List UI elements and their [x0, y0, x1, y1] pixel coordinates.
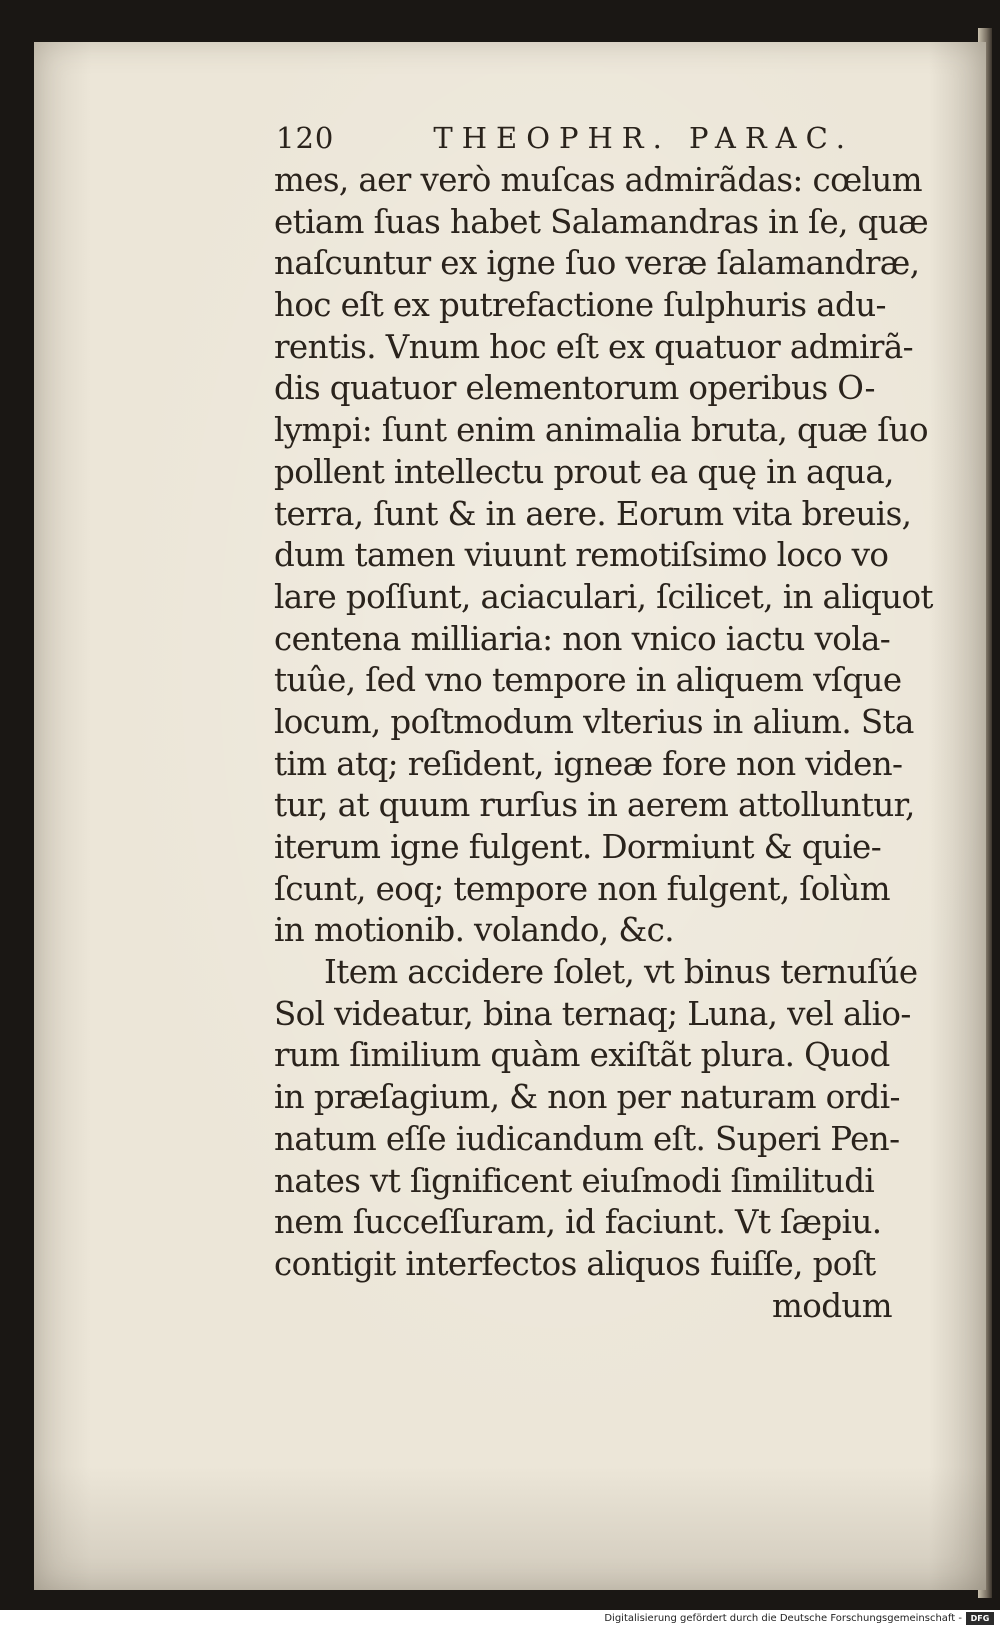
- text-line: dum tamen viuunt remotiſsimo loco vo: [274, 536, 889, 575]
- text-line: nates vt ſignificent eiuſmodi ſimilitudi: [274, 1161, 875, 1200]
- page-number: 120: [276, 121, 335, 155]
- dfg-logo: DFG: [966, 1612, 994, 1625]
- text-line: mes, aer verò muſcas admirãdas: cœlum: [274, 161, 922, 199]
- text-line: Sol videatur, bina ternaq; Luna, vel alio-: [274, 994, 911, 1033]
- text-line: dis quatuor elementorum operibus O-: [274, 369, 875, 408]
- text-line: tur, at quum rurſus in aerem attolluntur,: [274, 786, 915, 825]
- text-line: etiam ſuas habet Salamandras in ſe, quæ: [274, 202, 929, 241]
- text-line: nem ſucceſſuram, id faciunt. Vt ſæpiu.: [274, 1203, 882, 1242]
- running-title: THEOPHR. PARAC.: [433, 121, 854, 155]
- text-line: in præſagium, & non per naturam ordi-: [274, 1078, 900, 1117]
- text-line: naſcuntur ex igne ſuo veræ ſalamandræ,: [274, 244, 920, 283]
- text-line: pollent intellectu prout ea quę in aqua,: [274, 452, 894, 491]
- text-line: in motionib. volando, &c.: [274, 911, 674, 950]
- text-block: [242, 118, 942, 1327]
- text-line: rum ſimilium quàm exiſtãt plura. Quod: [274, 1036, 890, 1075]
- text-line: centena milliaria: non vnico iactu vola-: [274, 619, 891, 658]
- text-line: iterum igne fulgent. Dormiunt & quie-: [274, 828, 882, 866]
- text-line: hoc eſt ex putrefactione ſulphuris adu-: [274, 286, 886, 325]
- text-line: lare poſſunt, aciaculari, ſcilicet, in aliquot: [274, 577, 933, 616]
- text-line: terra, ſunt & in aere. Eorum vita breuis,: [274, 494, 912, 533]
- text-line: Item accidere ſolet, vt binus ternuſúe: [324, 953, 918, 992]
- paragraph-1: [242, 160, 942, 952]
- text-line: tim atq; reſident, igneæ fore non viden-: [274, 744, 903, 783]
- paragraph-2: [242, 952, 942, 1286]
- text-line: ſcunt, eoq; tempore non fulgent, ſolùm: [274, 869, 891, 908]
- running-head: [276, 118, 854, 158]
- funding-note: Digitalisierung gefördert durch die Deutsche Forschungsgemeinschaft -: [604, 1613, 962, 1624]
- text-line: locum, poſtmodum vlterius in alium. Sta: [274, 702, 914, 741]
- text-line: contigit interfectos aliquos fuiſſe, poſt: [274, 1244, 876, 1283]
- text-line: tuûe, ſed vno tempore in aliquem vſque: [274, 661, 902, 700]
- text-line: lympi: ſunt enim animalia bruta, quæ ſuo: [274, 411, 928, 450]
- catchword: modum: [772, 1286, 892, 1325]
- text-line: rentis. Vnum hoc eſt ex quatuor admirã-: [274, 327, 913, 366]
- text-line: natum eſſe iudicandum eſt. Superi Pen-: [274, 1119, 900, 1158]
